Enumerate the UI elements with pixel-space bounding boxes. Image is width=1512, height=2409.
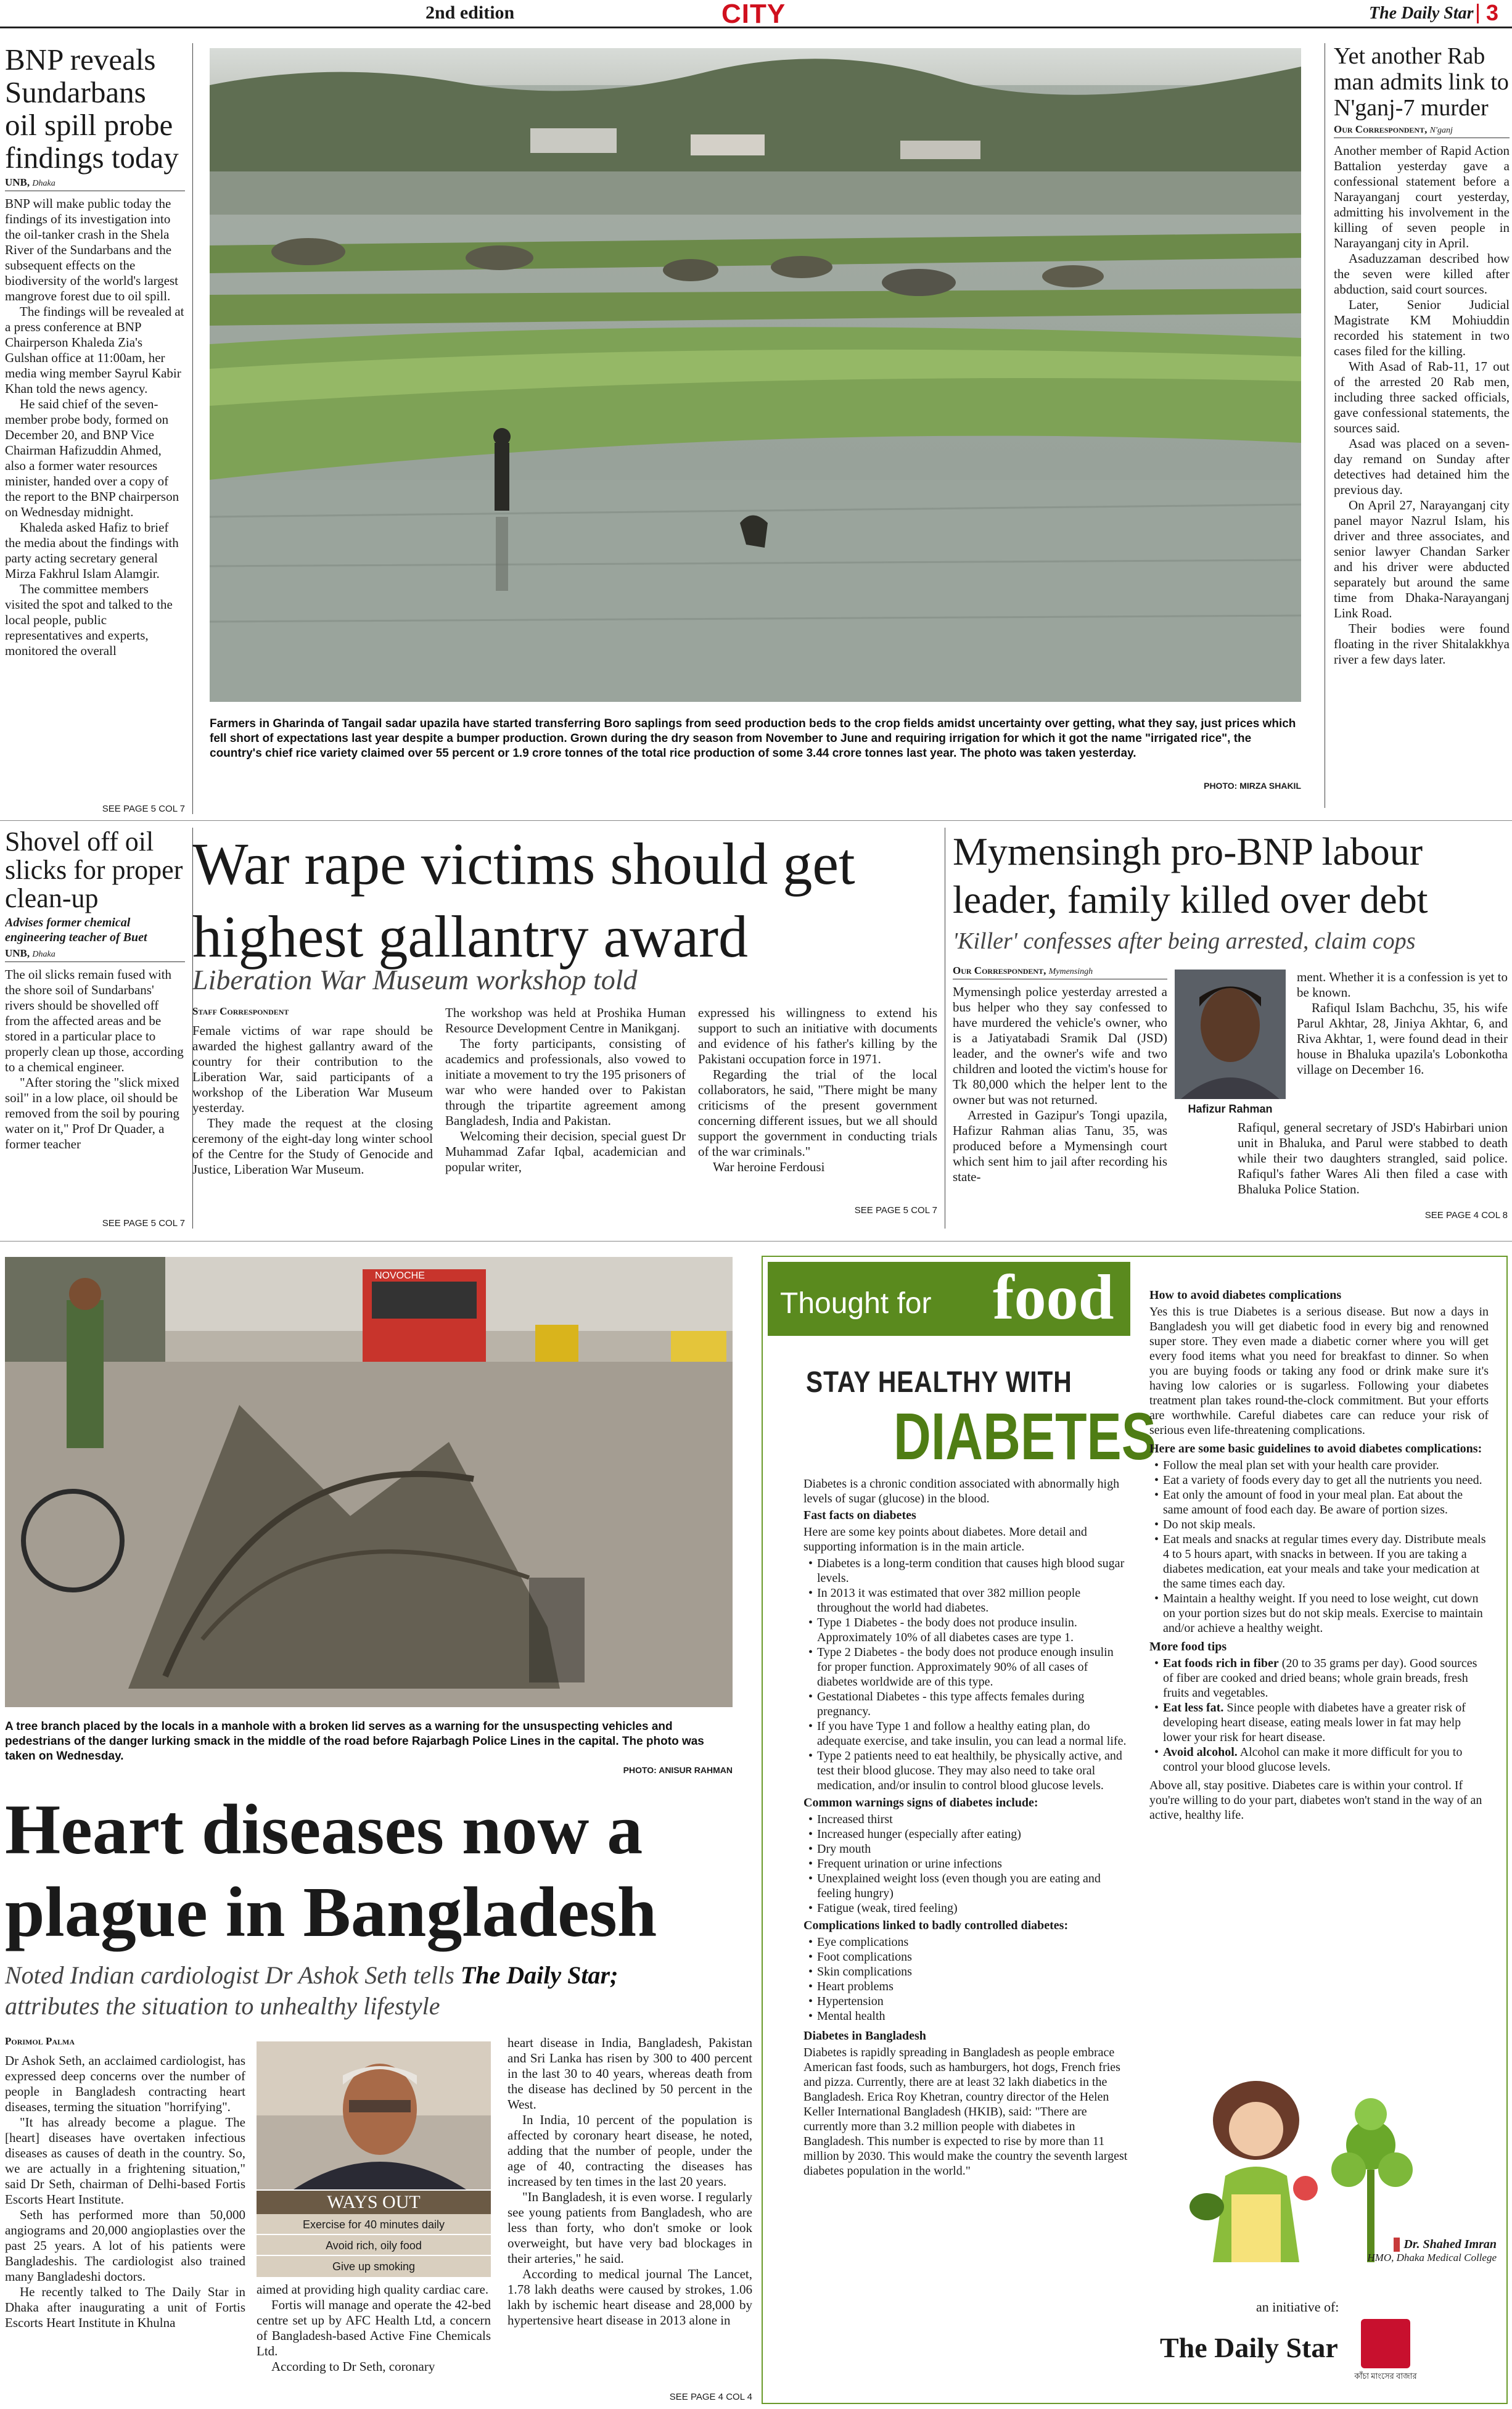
food-warn-heading: Common warnings signs of diabetes include: [803, 1796, 1038, 1810]
story-paragraph: According to Dr Seth, coronary [271, 2359, 435, 2374]
warning-sign: • Dry mouth [817, 1842, 1130, 1856]
food-facts-intro: Here are some key points about diabetes. More detail and supporting information is in the main article. [803, 1525, 1087, 1554]
food-tip: • Eat less fat. Since people with diabetes have a greater risk of developing heart disease, eating meals lower in fat may help lower your risk for heart disease. [1163, 1700, 1489, 1745]
story-paragraph: The workshop was held at Proshika Human Resource Development Centre in Manikganj. [445, 1005, 686, 1036]
story-mymensingh-col2-bottom [1238, 1120, 1508, 1206]
food-brand-word: food [993, 1262, 1114, 1333]
daily-star-masthead-inline: The Daily Star; [460, 1961, 618, 1989]
story-mymensingh [953, 828, 1508, 1229]
diabetes-fact: • Type 2 patients need to eat healthily, be physically active, and test their blood glucose. They may also need to take oral medication, and/or insulin to control blood glucose levels. [817, 1748, 1130, 1793]
story-paragraph: BNP will make public today the findings of its investigation into the oil-tanker crash in the Shela River of the Sundarbans and the subsequent effects on the biodiversity of the world's largest mangrove forest due to oil spill. [5, 196, 179, 303]
story-paragraph: On April 27, Narayanganj city panel mayor Nazrul Islam, his driver and three associates, and senior lawyer Chandan Sarker and his driver were abducted separately but around the same time from Dhaka-Narayanganj Link Road. [1334, 498, 1510, 620]
food-facts-heading: Fast facts on diabetes [803, 1509, 916, 1522]
complication: • Skin complications [817, 1964, 1130, 1979]
story-paragraph: "It has already become a plague. The [heart] diseases have overtaken infectious diseases as causes of death in the country. So, we are actually in a frightening situation," said Dr Seth, chairman of Delhi-based Fortis Escorts Heart Institute. [5, 2115, 245, 2207]
story-heart-subhead: Noted Indian cardiologist Dr Ashok Seth tells The Daily Star; attributes the situation to unhealthy lifestyle [5, 1961, 618, 2020]
food-tip: • Avoid alcohol. Alcohol can make it more difficult for you to control your blood glucose levels. [1163, 1745, 1489, 1774]
story-paragraph: Dr Ashok Seth, an acclaimed cardiologist, has expressed deep concerns over the number of people in Bangladesh contracting heart diseases, terming the situation "horrifying". [5, 2053, 245, 2114]
main-photo-caption: Farmers in Gharinda of Tangail sadar upazila have started transferring Boro saplings from seed production beds to the crop fields amidst uncertainty over getting, what they say, just prices which fell short of expectations last year despite a bumper production. Grown during the dry season from November to June and requiring irrigation for which it got the name "irrigated rice", the country's chief rice variety claimed over 55 percent or 1.9 crore tonnes of the total rice production of some 3.44 crore tonnes last year. The photo was taken yesterday. [210, 717, 1296, 760]
story-paragraph: Khaleda asked Hafiz to brief the media about the findings with party acting secretary general Mirza Fakhrul Islam Alamgir. [5, 520, 179, 581]
food-author-title: HMO, Dhaka Medical College [1367, 2252, 1497, 2263]
story-rab-byline: Our Correspondent, N'ganj [1334, 123, 1510, 138]
story-rab [1334, 43, 1510, 808]
food-tip: • Eat foods rich in fiber (20 to 35 grams per day). Good sources of fiber are cooked and dried beans; whole grain breads, fresh fruits and vegetables. [1163, 1656, 1489, 1700]
story-heart-headline[interactable]: Heart diseases now a plague in Bangladesh [5, 1790, 657, 1952]
branch-photo-credit: PHOTO: ANISUR RAHMAN [623, 1765, 733, 1775]
ways-out-title: WAYS OUT [257, 2191, 491, 2214]
food-facts-list [803, 1556, 1130, 1793]
warning-sign: • Increased thirst [817, 1812, 1130, 1827]
guideline: • Eat only the amount of food in your meal plan. Eat about the same amount of food each day. Be aware of portion sizes. [1163, 1488, 1489, 1517]
food-author-block [1318, 2238, 1497, 2264]
food-guide-list [1149, 1458, 1489, 1636]
story-mymensingh-col1 [953, 965, 1167, 1224]
story-paragraph: According to medical journal The Lancet, 1.78 lakh deaths were caused by strokes, 1.06 lakh by ischemic heart disease and 28,000 by hypertensive heart disease in 2013 alone in [507, 2267, 752, 2328]
food-left-column [803, 1476, 1130, 2402]
food-brand-prefix: Thought for [780, 1287, 932, 1320]
diabetes-fact: • Gestational Diabetes - this type affects females during pregnancy. [817, 1689, 1130, 1719]
diabetes-fact: • Diabetes is a long-term condition that causes high blood sugar levels. [817, 1556, 1130, 1586]
complication: • Hypertension [817, 1994, 1130, 2009]
story-warrape-headline[interactable]: War rape victims should get highest gallantry award [192, 831, 855, 970]
story-mymensingh-headline[interactable]: Mymensingh pro-BNP labour leader, family killed over debt [953, 830, 1428, 921]
food-comp-heading: Complications linked to badly controlled diabetes: [803, 1919, 1069, 1932]
page-number-divider [1477, 4, 1479, 23]
food-feature-box [762, 1256, 1508, 2404]
story-heart-col1 [5, 2035, 245, 2405]
story-paragraph: "After storing the "slick mixed soil" in a low place, oil should be removed from the soil by pouring water on it," Prof Dr Quader, a former teacher [5, 1075, 179, 1151]
story-rab-body [1334, 143, 1510, 667]
food-bd-heading: Diabetes in Bangladesh [803, 2029, 926, 2043]
food-avoid-text: Yes this is true Diabetes is a serious disease. But now a days in Bangladesh you will get diabetic food in every big and renowned super store. They even made a diabetic corner where you will get every food items what you need for breakfast to dinner. So when you are buying foods or taking any food or drink make sure it's having low calories or is sugarless. Following your diabetes treatment plan takes round-the-clock commitment. But your efforts are worthwhile. Careful diabetes care can reduce your risk of serious even life-threatening complications. [1149, 1305, 1489, 1437]
story-warrape-col2 [445, 1005, 686, 1215]
guideline: • Maintain a healthy weight. If you need to lose weight, cut down on your portion sizes but do not skip meals. Exercise to maintain and/or achieve a healthy weight. [1163, 1591, 1489, 1636]
story-warrape-col3 [698, 1005, 937, 1203]
guideline: • Eat a variety of foods every day to get all the nutrients you need. [1163, 1473, 1489, 1488]
story-paragraph: The committee members visited the spot and talked to the local people, public representatives and experts, monitored the overall [5, 582, 173, 658]
complication: • Foot complications [817, 1950, 1130, 1964]
diabetes-fact: • If you have Type 1 and follow a healthy eating plan, do adequate exercise, and take insulin, you can lead a normal life. [817, 1719, 1130, 1748]
page-number: 3 [1486, 0, 1499, 25]
story-paragraph: Rafiqul, general secretary of JSD's Habirbari union unit in Bhaluka, and Parul were stabbed to death while their two daughters strangled, said police. Rafiqul's father Wares Ali then filed a case with Bhaluka Police Station. [1238, 1120, 1508, 1196]
story-heart-col3 [507, 2035, 752, 2387]
partner-logo-text: কাঁচা মাংসের বাজার [1354, 2371, 1417, 2381]
section-rule [0, 820, 1512, 821]
story-paragraph: expressed his willingness to extend his support to such an initiative with documents and evidence of his father's killing by the Pakistani occupation force in 1971. [698, 1005, 937, 1066]
story-paragraph: Regarding the trial of the local collaborators, he said, "There might be many criticisms of the present government concerning different issues, but we all should support the government in conducting trials of the war criminals." [698, 1067, 937, 1159]
story-paragraph: In India, 10 percent of the population is affected by coronary heart disease, he noted, adding that the number of people, under the age of 40, contracting the diseases has increased by ten times in the last 20 years. [507, 2112, 752, 2189]
edition-label: 2nd edition [425, 2, 515, 23]
branch-photo-caption: A tree branch placed by the locals in a manhole with a broken lid serves as a warning for the unsuspecting vehicles and pedestrians of the danger lurking smack in the middle of the road before Rajarbagh Police Lines in the capital. The photo was taken on Wednesday. [5, 1720, 704, 1763]
story-paragraph: War heroine Ferdousi [713, 1159, 825, 1174]
story-paragraph: Fortis will manage and operate the 42-bed centre set up by AFC Health Ltd, a concern of Bangladesh-based Active Fine Chemicals Ltd. [257, 2297, 491, 2358]
partner-logo [1349, 2319, 1423, 2387]
story-paragraph: Female victims of war rape should be awarded the highest gallantry award of the country for their contribution to the Liberation War, said participants of a workshop of the Liberation War Museum yesterday. [192, 1023, 433, 1115]
food-initiative-label: an initiative of: [1256, 2299, 1339, 2315]
food-tips-list [1149, 1656, 1489, 1774]
column-rule [192, 43, 193, 814]
portrait-image [1175, 970, 1286, 1099]
story-paragraph: The forty participants, consisting of academics and professionals, also vowed to initiate a movement to try the 195 prisoners of war who were handed over to Pakistan through the tripartite agreement among Bangladesh, India and Pakistan. [445, 1036, 686, 1128]
story-shovel-subhead: Advises former chemical engineering teacher of Buet [5, 916, 147, 944]
story-heart-byline: Porimol Palma [5, 2035, 75, 2047]
complication: • Mental health [817, 2009, 1130, 2024]
story-paragraph: With Asad of Rab-11, 17 out of the arrested 20 Rab men, including three sacked officials, gave confessional statements, the sources said. [1334, 359, 1510, 435]
story-warrape-subhead: Liberation War Museum workshop told [192, 964, 638, 995]
story-paragraph: aimed at providing high quality cardiac care. [257, 2282, 489, 2297]
story-paragraph: Their bodies were found floating in the river Shitalakkhya river a few days later. [1334, 621, 1510, 667]
story-paragraph: Asaduzzaman described how the seven were killed after abduction, said court sources. [1334, 251, 1510, 297]
warning-sign: • Frequent urination or urine infections [817, 1856, 1130, 1871]
story-warrape-jump[interactable]: SEE PAGE 5 COL 7 [854, 1205, 937, 1216]
story-bnp-byline: UNB, Dhaka [5, 176, 185, 191]
complication: • Eye complications [817, 1935, 1130, 1950]
food-brand-banner [768, 1262, 1130, 1336]
story-shovel [5, 828, 185, 1229]
story-bnp-body [5, 196, 185, 659]
story-paragraph: Welcoming their decision, special guest Dr Muhammad Zafar Iqbal, academician and popular writer, [445, 1129, 686, 1174]
ways-out-item: Give up smoking [257, 2256, 491, 2277]
section-title: CITY [721, 0, 786, 29]
cardiologist-photo [257, 2041, 491, 2189]
story-warrape-byline: Staff Correspondent [192, 1005, 289, 1017]
story-heart-col2 [257, 2282, 491, 2405]
story-mymensingh-col2-top [1297, 970, 1508, 1077]
page-header [0, 0, 1512, 28]
food-tips-heading: More food tips [1149, 1640, 1227, 1653]
story-bnp-jump[interactable]: SEE PAGE 5 COL 7 [5, 804, 185, 814]
suspect-photo [1175, 970, 1286, 1099]
story-paragraph: He recently talked to The Daily Star in Dhaka after inaugurating a unit of Fortis Escorts Heart Institute in Khulna [5, 2284, 245, 2330]
branch-road-photo [5, 1257, 733, 1707]
warning-sign: • Unexplained weight loss (even though you are eating and feeling hungry) [817, 1871, 1130, 1901]
daily-star-logo: The Daily Star [1160, 2332, 1338, 2363]
story-bnp-headline[interactable]: BNP reveals Sundarbans oil spill probe findings today [5, 43, 179, 175]
story-paragraph: They made the request at the closing ceremony of the eight-day long winter school of the Centre for the Study of Genocide and Justice, Liberation War Museum. [192, 1116, 433, 1177]
cardiologist-portrait [257, 2041, 491, 2189]
guideline: • Follow the meal plan set with your health care provider. [1163, 1458, 1489, 1473]
ways-out-item: Avoid rich, oily food [257, 2235, 491, 2256]
story-shovel-body [5, 967, 185, 1152]
food-guide-heading: Here are some basic guidelines to avoid diabetes complications: [1149, 1442, 1482, 1456]
guideline: • Do not skip meals. [1163, 1517, 1489, 1532]
bus-sign-text: NOVOCHE [375, 1270, 425, 1281]
story-paragraph: ment. Whether it is a confession is yet to be known. [1297, 970, 1508, 1000]
main-photo-credit: PHOTO: MIRZA SHAKIL [1204, 781, 1301, 791]
story-shovel-headline[interactable]: Shovel off oil slicks for proper clean-up [5, 828, 183, 913]
story-paragraph: Asad was placed on a seven-day remand on Sunday after detectives had detained him the previous day. [1334, 436, 1510, 497]
story-paragraph: Later, Senior Judicial Magistrate KM Mohiuddin recorded his statement in two cases filed for the killing. [1334, 297, 1510, 358]
story-paragraph: Rafiqul Islam Bachchu, 35, his wife Parul Akhtar, 28, Jiniya Akhtar, 6, and Riva Akhtar, 1, were found dead in their house in Bhaluka upazila's Lobonkotha village on December 16. [1297, 1000, 1508, 1077]
story-warrape [192, 828, 937, 1229]
story-heart-jump[interactable]: SEE PAGE 4 COL 4 [669, 2392, 752, 2402]
story-paragraph: "In Bangladesh, it is even worse. I regularly see young patients from Bangladesh, who are less than forty, who don't smoke or look overweight, but have very bad blockages in their arteries," he said. [507, 2189, 752, 2266]
story-paragraph: Mymensingh police yesterday arrested a bus helper who they say confessed to have murdered the vehicle's owner, who is a Jatiyatabadi Sramik Dal (JSD) leader, and the owner's wife and two children and looted the victim's house for Tk 80,000 which the helper lent to the owner but was not returned. [953, 984, 1167, 1107]
story-paragraph: He said chief of the seven-member probe body, formed on December 20, and BNP Vice Chairman Hafizuddin Ahmed, also a former water resources minister, handed over a copy of the report to the BNP chairperson on Wednesday midnight. [5, 397, 179, 519]
story-rab-headline[interactable]: Yet another Rab man admits link to N'ganj-7 murder [1334, 43, 1509, 121]
diabetes-fact: • Type 2 Diabetes - the body does not produce enough insulin for proper function. Approximately 90% of all cases of diabetes worldwide are of this type. [817, 1645, 1130, 1689]
food-comp-list [803, 1935, 1130, 2024]
section-rule [0, 1241, 1512, 1242]
story-mymensingh-jump[interactable]: SEE PAGE 4 COL 8 [1424, 1210, 1508, 1221]
story-paragraph: Arrested in Gazipur's Tongi upazila, Hafizur Rahman alias Tanu, 35, was produced before a Mymensingh court which sent him to jail after recording his state- [953, 1108, 1167, 1184]
story-bnp [5, 43, 185, 814]
food-bd-text: Diabetes is rapidly spreading in Bangladesh as people embrace American fast foods, such as hamburgers, hot dogs, French fries and pizza. Currently, there are at least 32 lakh diabetics in the Bangladesh. Erica Roy Khetran, country director of the Helen Keller International Bangladesh (HKIB), said: "There are currently more than 3.2 million people with diabetes in Bangladesh. This number is expected to rise by more than 11 million by 2030. This would make the country the seventh largest diabetes population in the world." [803, 2046, 1128, 2178]
suspect-photo-caption: Hafizur Rahman [1188, 1103, 1273, 1115]
story-shovel-jump[interactable]: SEE PAGE 5 COL 7 [5, 1218, 185, 1229]
guideline: • Eat meals and snacks at regular times every day. Distribute meals 4 to 5 hours apart, with snacks in between. If you are taking a diabetes medication, eat your meals and take your medication at the same times each day. [1163, 1532, 1489, 1591]
main-photo-rice-field [210, 48, 1301, 702]
story-paragraph: The findings will be revealed at a press conference at BNP Chairperson Khaleda Zia's Gulshan office at 11:00am, her media wing member Sayrul Kabir Khan told the news agency. [5, 304, 184, 396]
story-paragraph: heart disease in India, Bangladesh, Pakistan and Sri Lanka has risen by 300 to 400 percent in the last 30 to 40 years, whereas death from the disease has declined by 50 percent in the West. [507, 2035, 752, 2112]
branch-road-image [5, 1257, 733, 1707]
food-avoid-heading: How to avoid diabetes complications [1149, 1288, 1342, 1302]
food-title-main: DIABETES [894, 1399, 1156, 1473]
partner-logo-mark [1361, 2319, 1410, 2368]
story-shovel-byline: UNB, Dhaka [5, 947, 185, 962]
ways-out-item: Exercise for 40 minutes daily [257, 2214, 491, 2235]
rice-field-image [210, 48, 1301, 702]
warning-sign: • Increased hunger (especially after eating) [817, 1827, 1130, 1842]
food-intro: Diabetes is a chronic condition associated with abnormally high levels of sugar (glucose) in the blood. [803, 1477, 1120, 1505]
story-mymensingh-subhead: 'Killer' confesses after being arrested, claim cops [953, 928, 1416, 954]
story-paragraph: The oil slicks remain fused with the shore soil of Sundarbans' rivers should be shovelled off from the affected areas and be stored in a particular place to properly clean up those, according to a chemical engineer. [5, 967, 184, 1074]
story-paragraph: Another member of Rapid Action Battalion yesterday gave a confessional statement before a Narayanganj court yesterday, admitting his involvement in the killing of seven people in Narayanganj city in April. [1334, 143, 1510, 250]
food-author-name: Dr. Shahed Imran [1394, 2238, 1497, 2252]
diabetes-fact: • In 2013 it was estimated that over 382 million people throughout the world had diabetes. [817, 1586, 1130, 1615]
story-mymensingh-byline: Our Correspondent, Mymensingh [953, 965, 1167, 979]
story-warrape-col1 [192, 1005, 433, 1215]
story-heart [5, 1789, 752, 2405]
food-title-top: STAY HEALTHY WITH [806, 1366, 1072, 1399]
food-closing: Above all, stay positive. Diabetes care is within your control. If you're willing to do your part, diabetes won't stand in the way of an active, healthy life. [1149, 1779, 1482, 1822]
complication: • Heart problems [817, 1979, 1130, 1994]
masthead-small: The Daily Star [1369, 4, 1474, 23]
ways-out-box [257, 2191, 491, 2277]
food-warn-list [803, 1812, 1130, 1916]
food-right-column [1149, 1288, 1489, 2114]
story-paragraph: Seth has performed more than 50,000 angiograms and 20,000 angioplasties over the past 25 years. A lot of his patients were Bangladeshis. The cardiologist also trained many Bangladeshi doctors. [5, 2207, 245, 2284]
diabetes-fact: • Type 1 Diabetes - the body does not produce insulin. Approximately 10% of all diabetes cases are type 1. [817, 1615, 1130, 1645]
warning-sign: • Fatigue (weak, tired feeling) [817, 1901, 1130, 1916]
